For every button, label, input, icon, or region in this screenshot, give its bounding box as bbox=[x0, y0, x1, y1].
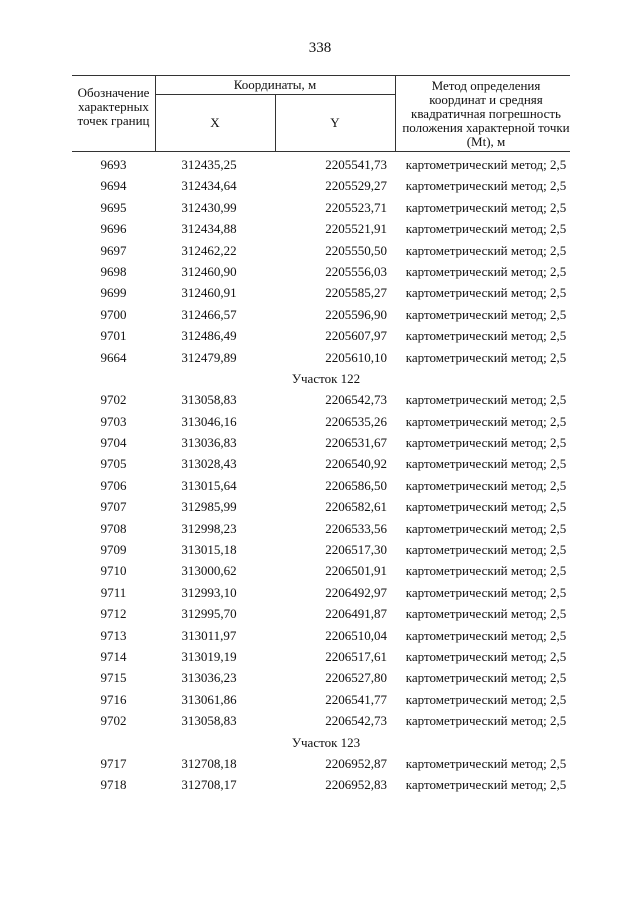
x-coordinate: 313036,23 bbox=[181, 670, 237, 686]
table-row bbox=[72, 411, 570, 432]
x-coordinate: 312995,70 bbox=[181, 606, 237, 622]
header-divider bbox=[155, 94, 395, 95]
x-coordinate: 312430,99 bbox=[181, 199, 237, 215]
table-row bbox=[72, 432, 570, 453]
header-method: Метод определения координат и средняя квадратичная погрешность положения характерной точки (Mt), м bbox=[402, 78, 570, 149]
point-id: 9705 bbox=[100, 456, 127, 472]
point-id: 9709 bbox=[100, 542, 127, 558]
point-id: 9693 bbox=[100, 157, 127, 172]
point-id: 9697 bbox=[100, 242, 127, 258]
x-coordinate: 313036,83 bbox=[181, 435, 237, 451]
y-coordinate: 2205523,71 bbox=[325, 199, 387, 215]
method: картометрический метод; 2,5 bbox=[405, 499, 567, 515]
x-coordinate: 313058,83 bbox=[181, 713, 237, 729]
method: картометрический метод; 2,5 bbox=[405, 777, 567, 793]
method: картометрический метод; 2,5 bbox=[405, 563, 567, 579]
y-coordinate: 2206541,77 bbox=[325, 691, 387, 707]
y-coordinate: 2206527,80 bbox=[325, 670, 387, 686]
header-coordinates: Координаты, м bbox=[233, 77, 317, 92]
table-row bbox=[72, 646, 570, 667]
table-row bbox=[72, 667, 570, 688]
y-coordinate: 2206952,83 bbox=[325, 777, 387, 793]
point-id: 9714 bbox=[100, 648, 127, 664]
y-coordinate: 2205610,10 bbox=[325, 349, 387, 365]
point-id: 9706 bbox=[100, 477, 127, 493]
x-coordinate: 313019,19 bbox=[181, 648, 237, 664]
table-row bbox=[72, 175, 570, 196]
method: картометрический метод; 2,5 bbox=[405, 477, 567, 493]
method: картометрический метод; 2,5 bbox=[405, 328, 567, 344]
table-row bbox=[72, 582, 570, 603]
point-id: 9700 bbox=[100, 306, 127, 322]
y-coordinate: 2206952,87 bbox=[325, 755, 387, 771]
y-coordinate: 2206582,61 bbox=[325, 499, 387, 515]
table-row bbox=[72, 710, 570, 731]
method: картометрический метод; 2,5 bbox=[405, 242, 567, 258]
y-coordinate: 2205607,97 bbox=[325, 328, 387, 344]
x-coordinate: 312708,17 bbox=[181, 777, 237, 793]
table-row bbox=[72, 774, 570, 795]
y-coordinate: 2206517,61 bbox=[325, 648, 387, 664]
header-x: X bbox=[210, 115, 220, 130]
header-divider bbox=[395, 76, 396, 151]
y-coordinate: 2205550,50 bbox=[325, 242, 387, 258]
x-coordinate: 312985,99 bbox=[181, 499, 237, 515]
point-id: 9704 bbox=[100, 435, 127, 451]
x-coordinate: 313058,83 bbox=[181, 392, 237, 408]
x-coordinate: 312466,57 bbox=[181, 306, 237, 322]
point-id: 9695 bbox=[100, 199, 127, 215]
table-row bbox=[72, 475, 570, 496]
x-coordinate: 312708,18 bbox=[181, 755, 237, 771]
table-row bbox=[72, 539, 570, 560]
x-coordinate: 313015,18 bbox=[181, 542, 237, 558]
method: картометрический метод; 2,5 bbox=[405, 627, 567, 643]
x-coordinate: 312434,64 bbox=[181, 178, 237, 194]
table-body bbox=[72, 154, 570, 796]
x-coordinate: 313028,43 bbox=[181, 456, 237, 472]
point-id: 9711 bbox=[100, 584, 127, 600]
point-id: 9694 bbox=[100, 178, 127, 194]
point-id: 9708 bbox=[100, 520, 127, 536]
y-coordinate: 2205585,27 bbox=[325, 285, 387, 301]
table-header bbox=[72, 75, 570, 152]
table-row bbox=[72, 218, 570, 239]
table-row bbox=[72, 282, 570, 303]
method: картометрический метод; 2,5 bbox=[405, 178, 567, 194]
table-row bbox=[72, 347, 570, 368]
method: картометрический метод; 2,5 bbox=[405, 285, 567, 301]
point-id: 9716 bbox=[100, 691, 127, 707]
method: картометрический метод; 2,5 bbox=[405, 306, 567, 322]
method: картометрический метод; 2,5 bbox=[405, 691, 567, 707]
table-row bbox=[72, 518, 570, 539]
point-id: 9717 bbox=[100, 755, 127, 771]
point-id: 9718 bbox=[100, 777, 127, 793]
x-coordinate: 312460,91 bbox=[181, 285, 237, 301]
y-coordinate: 2206492,97 bbox=[325, 584, 387, 600]
y-coordinate: 2206531,67 bbox=[325, 435, 387, 451]
header-y: Y bbox=[330, 115, 340, 130]
method: картометрический метод; 2,5 bbox=[405, 670, 567, 686]
x-coordinate: 312435,25 bbox=[181, 157, 237, 172]
point-id: 9702 bbox=[100, 392, 127, 408]
x-coordinate: 312486,49 bbox=[181, 328, 237, 344]
y-coordinate: 2206540,92 bbox=[325, 456, 387, 472]
table-row bbox=[72, 453, 570, 474]
method: картометрический метод; 2,5 bbox=[405, 520, 567, 536]
y-coordinate: 2206501,91 bbox=[325, 563, 387, 579]
table-row bbox=[72, 753, 570, 774]
y-coordinate: 2205521,91 bbox=[325, 221, 387, 237]
method: картометрический метод; 2,5 bbox=[405, 648, 567, 664]
y-coordinate: 2205556,03 bbox=[325, 263, 387, 279]
page-number: 338 bbox=[308, 40, 332, 56]
point-id: 9707 bbox=[100, 499, 127, 515]
table-row bbox=[72, 197, 570, 218]
method: картометрический метод; 2,5 bbox=[405, 456, 567, 472]
table-row bbox=[72, 625, 570, 646]
table-row bbox=[72, 689, 570, 710]
header-designation: Обозначение характерных точек границ bbox=[77, 85, 150, 128]
point-id: 9664 bbox=[100, 349, 127, 365]
point-id: 9712 bbox=[100, 606, 127, 622]
x-coordinate: 312998,23 bbox=[181, 520, 237, 536]
section-title: Участок 123 bbox=[291, 734, 361, 750]
table-row bbox=[72, 560, 570, 581]
method: картометрический метод; 2,5 bbox=[405, 755, 567, 771]
x-coordinate: 313046,16 bbox=[181, 413, 237, 429]
point-id: 9710 bbox=[100, 563, 127, 579]
x-coordinate: 312434,88 bbox=[181, 221, 237, 237]
x-coordinate: 312993,10 bbox=[181, 584, 237, 600]
y-coordinate: 2205596,90 bbox=[325, 306, 387, 322]
point-id: 9696 bbox=[100, 221, 127, 237]
y-coordinate: 2206491,87 bbox=[325, 606, 387, 622]
y-coordinate: 2206542,73 bbox=[325, 392, 387, 408]
point-id: 9701 bbox=[100, 328, 127, 344]
method: картометрический метод; 2,5 bbox=[405, 263, 567, 279]
table-row bbox=[72, 325, 570, 346]
point-id: 9713 bbox=[100, 627, 127, 643]
y-coordinate: 2205529,27 bbox=[325, 178, 387, 194]
method: картометрический метод; 2,5 bbox=[405, 349, 567, 365]
method: картометрический метод; 2,5 bbox=[405, 221, 567, 237]
method: картометрический метод; 2,5 bbox=[405, 199, 567, 215]
point-id: 9698 bbox=[100, 263, 127, 279]
table-row bbox=[72, 261, 570, 282]
y-coordinate: 2205541,73 bbox=[325, 157, 387, 172]
table-row bbox=[72, 496, 570, 517]
point-id: 9715 bbox=[100, 670, 127, 686]
table-row bbox=[72, 154, 570, 175]
method: картометрический метод; 2,5 bbox=[405, 542, 567, 558]
x-coordinate: 313061,86 bbox=[181, 691, 237, 707]
point-id: 9702 bbox=[100, 713, 127, 729]
y-coordinate: 2206510,04 bbox=[325, 627, 387, 643]
method: картометрический метод; 2,5 bbox=[405, 584, 567, 600]
section-title: Участок 122 bbox=[291, 370, 361, 386]
x-coordinate: 313011,97 bbox=[181, 627, 237, 643]
y-coordinate: 2206517,30 bbox=[325, 542, 387, 558]
x-coordinate: 312462,22 bbox=[181, 242, 237, 258]
y-coordinate: 2206542,73 bbox=[325, 713, 387, 729]
method: картометрический метод; 2,5 bbox=[405, 606, 567, 622]
x-coordinate: 313015,64 bbox=[181, 477, 237, 493]
table-row bbox=[72, 304, 570, 325]
point-id: 9699 bbox=[100, 285, 127, 301]
y-coordinate: 2206535,26 bbox=[325, 413, 387, 429]
x-coordinate: 312479,89 bbox=[181, 349, 237, 365]
x-coordinate: 313000,62 bbox=[181, 563, 237, 579]
method: картометрический метод; 2,5 bbox=[405, 435, 567, 451]
x-coordinate: 312460,90 bbox=[181, 263, 237, 279]
method: картометрический метод; 2,5 bbox=[405, 713, 567, 729]
y-coordinate: 2206533,56 bbox=[325, 520, 387, 536]
table-row bbox=[72, 389, 570, 410]
method: картометрический метод; 2,5 bbox=[405, 392, 567, 408]
method: картометрический метод; 2,5 bbox=[405, 413, 567, 429]
y-coordinate: 2206586,50 bbox=[325, 477, 387, 493]
method: картометрический метод; 2,5 bbox=[405, 157, 567, 172]
point-id: 9703 bbox=[100, 413, 127, 429]
table-row bbox=[72, 603, 570, 624]
table-row bbox=[72, 240, 570, 261]
